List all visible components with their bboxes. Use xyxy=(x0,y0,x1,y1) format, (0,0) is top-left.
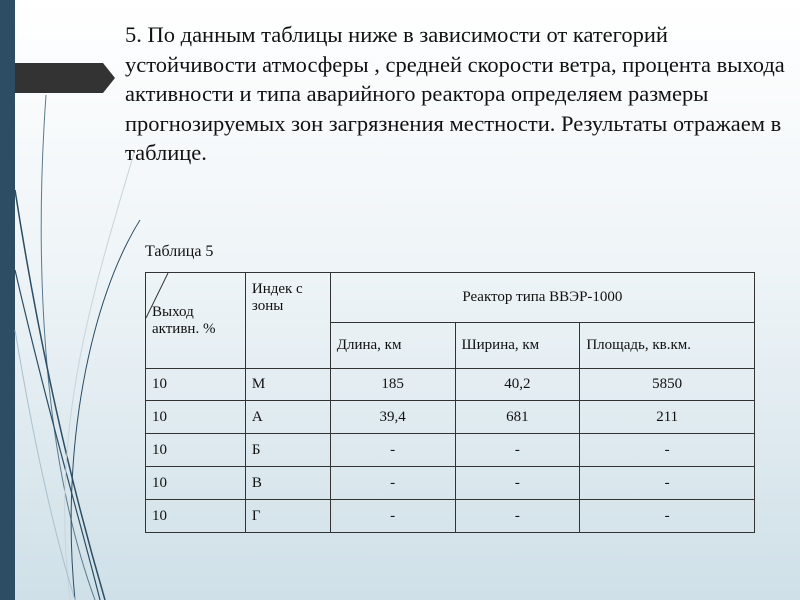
table-cell: 10 xyxy=(146,401,246,434)
table-cell: - xyxy=(580,434,755,467)
table-cell: Г xyxy=(245,500,330,533)
table-cell: М xyxy=(245,369,330,401)
table-cell: 5850 xyxy=(580,369,755,401)
table-row xyxy=(146,467,755,500)
header-output-label: Выход активн. % xyxy=(152,303,216,337)
header-output xyxy=(146,273,246,369)
table-row xyxy=(146,369,755,401)
table-cell: Б xyxy=(245,434,330,467)
table-cell: А xyxy=(245,401,330,434)
table-cell: - xyxy=(455,467,580,500)
header-index: Индек с зоны xyxy=(245,273,330,369)
table-cell: - xyxy=(330,467,455,500)
table-cell: 211 xyxy=(580,401,755,434)
table-cell: В xyxy=(245,467,330,500)
table-caption: Таблица 5 xyxy=(145,243,214,260)
table-cell: - xyxy=(580,467,755,500)
table-cell: 681 xyxy=(455,401,580,434)
table-cell: 10 xyxy=(146,434,246,467)
header-reactor: Реактор типа ВВЭР-1000 xyxy=(330,273,754,323)
table-cell: 40,2 xyxy=(455,369,580,401)
header-area: Площадь, кв.км. xyxy=(580,323,755,369)
table-cell: 10 xyxy=(146,467,246,500)
header-width: Ширина, км xyxy=(455,323,580,369)
table-cell: 185 xyxy=(330,369,455,401)
table-cell: 10 xyxy=(146,500,246,533)
table-cell: - xyxy=(330,434,455,467)
table-cell: - xyxy=(455,434,580,467)
results-table xyxy=(145,272,755,533)
table-cell: 39,4 xyxy=(330,401,455,434)
title-arrow-banner xyxy=(15,63,115,93)
table-row xyxy=(146,434,755,467)
slide-title: 5. По данным таблицы ниже в зависимости от категорий устойчивости атмосферы , средней скорости ветра, процента выхода активности и типа аварийного реактора определяем размеры прогнозируемых зон загрязнения местности. Результаты отражаем в таблице. xyxy=(125,22,785,165)
table-cell: - xyxy=(330,500,455,533)
table-row xyxy=(146,401,755,434)
table-cell: 10 xyxy=(146,369,246,401)
table-row xyxy=(146,500,755,533)
header-length: Длина, км xyxy=(330,323,455,369)
table-cell: - xyxy=(455,500,580,533)
table-cell: - xyxy=(580,500,755,533)
